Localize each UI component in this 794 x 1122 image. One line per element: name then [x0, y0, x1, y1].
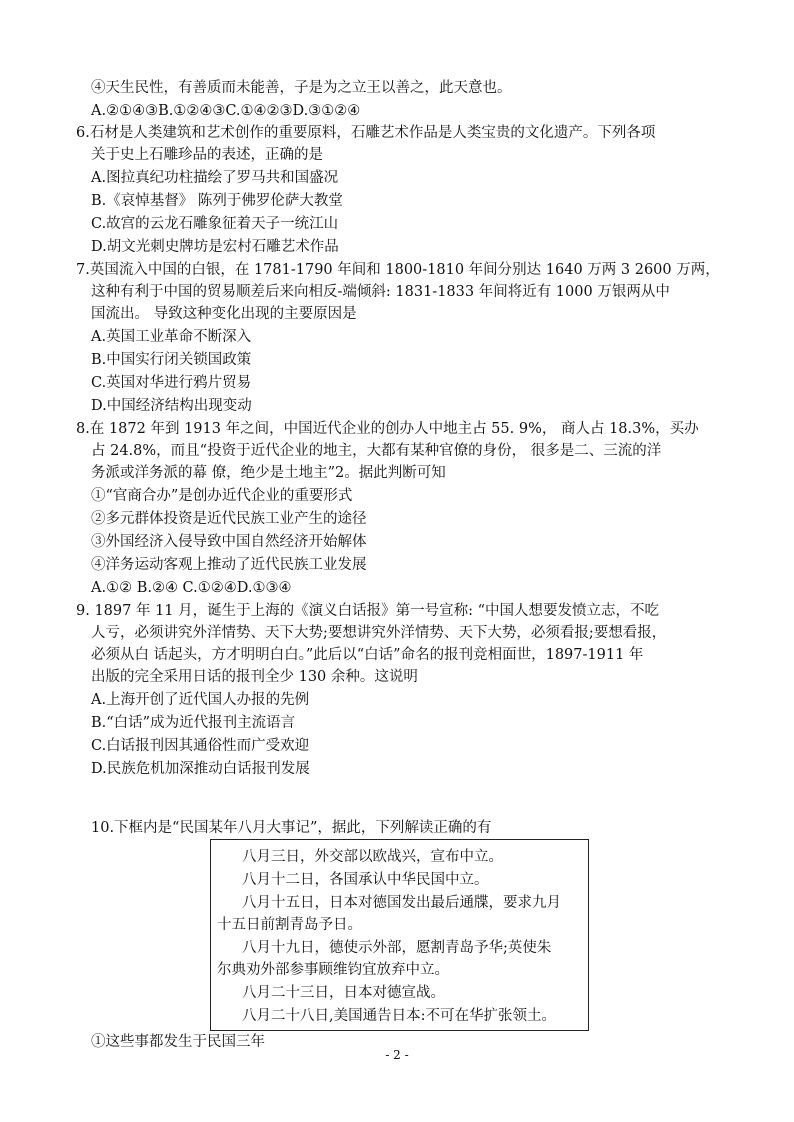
q8-stem-line1: 8.在 1872 年到 1913 年之间，中国近代企业的创办人中地主占 55. 9%， 商人占 18.3%，买办	[76, 421, 699, 437]
q9-stem-line3: 必须从白 话起头，方才明明白白。”此后以“白话”命名的报刊竞相面世，1897-1911 年	[91, 647, 644, 663]
box-line-4: 十五日前割青岛予日。	[217, 917, 362, 933]
q7-option-b: B.中国实行闭关锁国政策	[91, 352, 252, 368]
q9-option-c: C.白话报刊因其通俗性而广受欢迎	[91, 738, 310, 754]
box-line-1: 八月三日，外交部以欧战兴，宣布中立。	[242, 849, 503, 865]
q6-option-b: B.《哀悼基督》 陈列于佛罗伦萨大教堂	[91, 193, 343, 209]
box-line-3: 八月十五日，日本对德国发出最后通牒，要求九月	[242, 895, 561, 911]
box-line-5: 八月十九日，德使示外部，愿割青岛予华;英使朱	[242, 940, 552, 956]
q6-option-a: A.图拉真纪功柱描绘了罗马共和国盛况	[91, 170, 339, 186]
q7-stem-line1: 7.英国流入中国的白银，在 1781-1790 年间和 1800-1810 年间分别达 1640 万两 3 2600 万两，	[76, 262, 720, 278]
q7-stem-line2: 这种有利于中国的贸易顺差后来向相反-端倾斜: 1831-1833 年间将近有 1000 万银两从中	[91, 284, 670, 300]
q8-options: A.①② B.②④ C.①②④D.①③④	[91, 580, 292, 596]
q9-stem-line1: 9. 1897 年 11 月，诞生于上海的《演义白话报》第一号宣称: “中国人想要发愤立志，不吃	[76, 603, 660, 619]
q6-option-d: D.胡文光刺史牌坊是宏村石雕艺术作品	[91, 239, 339, 255]
page-number: - 2 -	[385, 1048, 409, 1062]
q7-stem-line3: 国流出。 导致这种变化出现的主要原因是	[91, 306, 357, 322]
q8-item-4: ④洋务运动客观上推动了近代民族工业发展	[91, 557, 367, 573]
box-line-6: 尔典劝外部参事顾维钧宜放弃中立。	[217, 962, 449, 978]
q6-option-c: C.故宫的云龙石雕象征着天子一统江山	[91, 216, 339, 232]
q8-stem-line2: 占 24.8%，而且“投资于近代企业的地主，大都有某种官僚的身份， 很多是二、三流的洋	[91, 443, 662, 459]
box-line-7: 八月二十三日，日本对德宣战。	[242, 985, 445, 1001]
q6-stem-line2: 关于史上石雕珍品的表述，正确的是	[91, 147, 323, 163]
q6-stem-line1: 6.石材是人类建筑和艺术创作的重要原料，石雕艺术作品是人类宝贵的文化遗产。下列各项	[76, 125, 656, 141]
q8-item-1: ①“官商合办”是创办近代企业的重要形式	[91, 488, 353, 504]
q10-events-box	[210, 839, 589, 1031]
q5-options: A.②①④③B.①②④③C.①④②③D.③①②④	[91, 103, 361, 119]
q9-stem-line4: 出版的完全采用日话的报刊全少 130 余种。这说明	[91, 669, 418, 685]
q9-stem-line2: 人亏，必须讲究外洋情势、天下大势;要想讲究外洋情势、天下大势，必须看报;要想看报，	[91, 625, 667, 641]
q10-stem: 10.下框内是“民国某年八月大事记”，据此，下列解读正确的有	[91, 820, 492, 836]
q9-option-a: A.上海开创了近代国人办报的先例	[91, 692, 310, 708]
box-line-8: 八月二十八日,美国通告日本:不可在华扩张领土。	[242, 1008, 556, 1024]
q7-option-c: C.英国对华进行鸦片贸易	[91, 375, 252, 391]
q5-item-4: ④天生民性，有善质而未能善，子是为之立王以善之，此天意也。	[91, 80, 512, 96]
q8-item-2: ②多元群体投资是近代民族工业产生的途径	[91, 511, 367, 527]
q9-option-b: B.“白话”成为近代报刊主流语言	[91, 715, 296, 731]
q7-option-a: A.英国工业革命不断深入	[91, 329, 252, 345]
q8-item-3: ③外国经济入侵导致中国自然经济开始解体	[91, 534, 367, 550]
q9-option-d: D.民族危机加深推动白话报刊发展	[91, 761, 310, 777]
box-line-2: 八月十二日，各国承认中华民国中立。	[242, 872, 489, 888]
q7-option-d: D.中国经济结构出现变动	[91, 398, 252, 414]
q10-item-1: ①这些事都发生于民国三年	[91, 1034, 265, 1050]
q8-stem-line3: 务派或洋务派的幕 僚，绝少是土地主”2。据此判断可知	[91, 465, 446, 481]
